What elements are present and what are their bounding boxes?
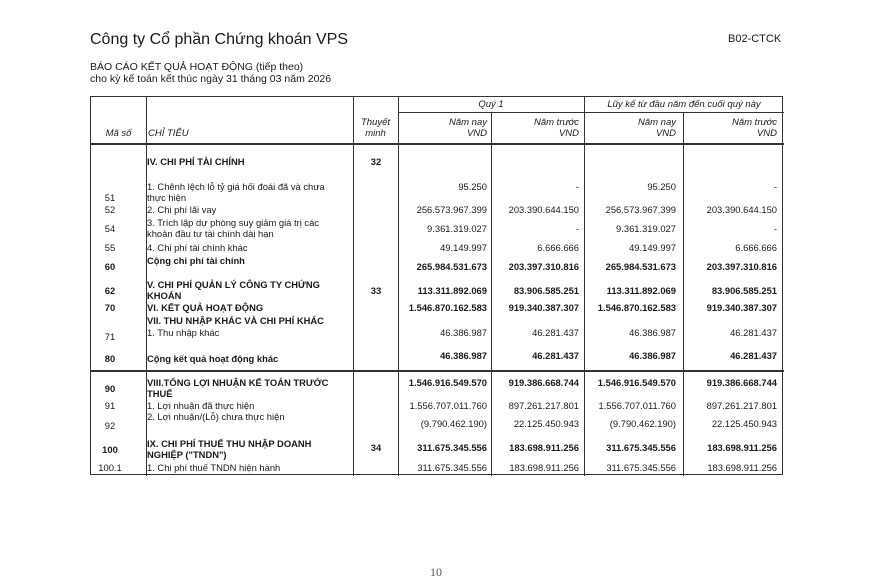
- header-minh: minh: [365, 128, 386, 139]
- company-name: Công ty Cổ phần Chứng khoán VPS: [90, 31, 348, 48]
- header-nam-nay-lk: Năm nay: [637, 117, 676, 128]
- report-period: cho kỳ kế toán kết thúc ngày 31 tháng 03 năm 2026: [90, 73, 332, 85]
- header-nam-nay-q: Năm nay: [448, 117, 487, 128]
- page-number: 10: [430, 565, 442, 579]
- header-unit: VND: [756, 128, 777, 139]
- grid-line: [398, 112, 784, 113]
- header-chi-tieu: CHỈ TIÊU: [148, 128, 189, 139]
- header-unit: VND: [558, 128, 579, 139]
- header-ma-so: Mã số: [105, 128, 132, 139]
- form-code: B02-CTCK: [728, 33, 782, 45]
- header-nam-truoc-lk: Năm trước: [731, 117, 777, 128]
- header-nam-truoc-q: Năm trước: [533, 117, 579, 128]
- section-separator: [91, 370, 784, 372]
- header-unit: VND: [655, 128, 676, 139]
- header-separator: [91, 143, 784, 145]
- header-unit: VND: [466, 128, 487, 139]
- header-thuyet: Thuyết: [360, 117, 391, 128]
- report-title: BÁO CÁO KẾT QUẢ HOẠT ĐỘNG (tiếp theo): [90, 61, 304, 73]
- header-group-luy-ke: Lũy kế từ đầu năm đến cuối quý này: [607, 99, 761, 110]
- header-group-quy: Quý 1: [478, 99, 504, 110]
- income-statement-table: Mã số CHỈ TIÊU Thuyết minh Quý 1 Lũy kế từ đầu năm đến cuối quý này Năm nay VND Năm trước VND Năm nay VND Năm trước VND IV. CHI PHÍ TÀI CHÍNH 32 1. Chênh lệch lỗ tỷ giá hối đoái đã và chưa 95.250 - 95.250 - 51 thực hiện 52 2. Chi phí lãi vay 256.573.967.399 203.390.644.150 256.573.967.399 203.390.644.150 3. Trích lập dự phòng suy giảm giá trị các 54 9.361.319.027 - 9.361.319.027 - khoản đầu tư tài chính dài hạn 55 4. Chi phí tài chính khác 49.149.997 6.666.666 49.149.997 6.666.666 Cộng chi phí tài chính 60 265.984.531.673 203.397.310.816 265.984.531.673 203.397.310.816 V. CHI PHÍ QUẢN LÝ CÔNG TY CHỨNG 62 33 113.311.892.069 83.906.585.251 113.311.892.069 83.906.585.251 KHOÁN 70 VI. KẾT QUẢ HOẠT ĐỘNG 1.546.870.162.583 919.340.387.307 1.546.870.162.583 919.340.387.307 VII. THU NHẬP KHÁC VÀ CHI PHÍ KHÁC 1. Thu nhập khác 46.386.987 46.281.437 46.386.987 46.281.437 71 80 Cộng kết quả hoạt động khác 46.386.987 46.281.437 46.386.987 46.281.437 VIII.TỔNG LỢI NHUẬN KẾ TOÁN TRƯỚC 1.546.916.549.570 919.386.668.744 1.546.916.549.570 919.386.668.744 90 THUẾ 91 1. Lợi nhuận đã thực hiện 1.556.707.011.760 897.261.217.801 1.556.707.011.760 897.261.217.801 2. Lợi nhuận/(Lỗ) chưa thực hiện (9.790.462.190) 22.125.450.943 (9.790.462.190) 22.125.450.943 92 IX. CHI PHÍ THUẾ THU NHẬP DOANH 34 311.675.345.556 183.698.911.256 311.675.345.556 183.698.911.256 100 NGHIỆP ("TNDN") 100.1 1. Chi phí thuế TNDN hiện hành 311.675.345.556 183.698.911.256 311.675.345.556 183.698.911.256: [90, 96, 783, 475]
